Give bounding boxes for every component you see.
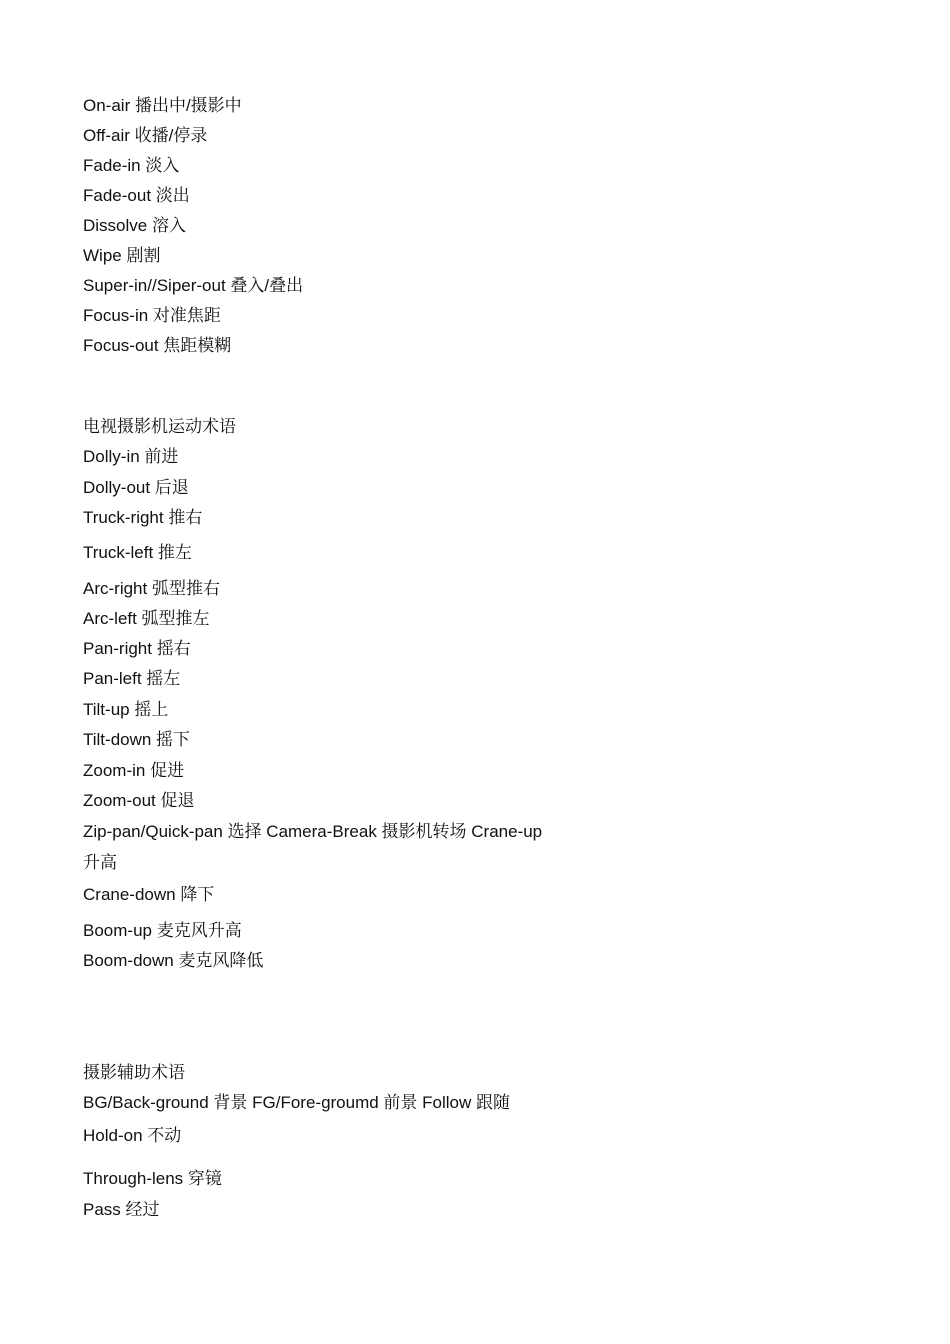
term-line: Crane-down 降下 [83,885,215,904]
term-line: On-air 播出中/摄影中 [83,96,242,115]
term-line: Boom-up 麦克风升高 [83,921,242,940]
term-line: Dissolve 溶入 [83,216,186,235]
term-line: BG/Back-ground 背景 FG/Fore-groumd 前景 Follow 跟随 [83,1093,511,1112]
term-line: Pan-left 摇左 [83,669,181,688]
term-line: Arc-left 弧型推左 [83,609,210,628]
term-line: Zoom-out 促退 [83,791,195,810]
term-line: 升高 [83,853,117,872]
term-line: Pan-right 摇右 [83,639,191,658]
term-line: Boom-down 麦克风降低 [83,951,264,970]
term-line: Focus-in 对准焦距 [83,306,221,325]
term-line: Truck-left 推左 [83,543,192,562]
term-line: Through-lens 穿镜 [83,1169,222,1188]
term-line: Fade-in 淡入 [83,156,180,175]
term-line: Zoom-in 促进 [83,761,185,780]
term-line: Zip-pan/Quick-pan 选择 Camera-Break 摄影机转场 Crane-up [83,822,543,841]
term-line: Tilt-down 摇下 [83,730,191,749]
term-line: Truck-right 推右 [83,508,203,527]
term-line: Fade-out 淡出 [83,186,190,205]
term-line: Tilt-up 摇上 [83,700,169,719]
term-line: Off-air 收播/停录 [83,126,208,145]
term-line: Focus-out 焦距模糊 [83,336,232,355]
term-line: Dolly-out 后退 [83,478,189,497]
section-heading: 摄影辅助术语 [83,1063,185,1082]
term-line: Arc-right 弧型推右 [83,579,220,598]
term-line: Pass 经过 [83,1200,160,1219]
term-line: Dolly-in 前进 [83,447,179,466]
section-heading: 电视摄影机运动术语 [83,417,236,436]
term-line: Super-in//Siper-out 叠入/叠出 [83,276,304,295]
term-line: Wipe 剧割 [83,246,161,265]
term-line: Hold-on 不动 [83,1126,182,1145]
